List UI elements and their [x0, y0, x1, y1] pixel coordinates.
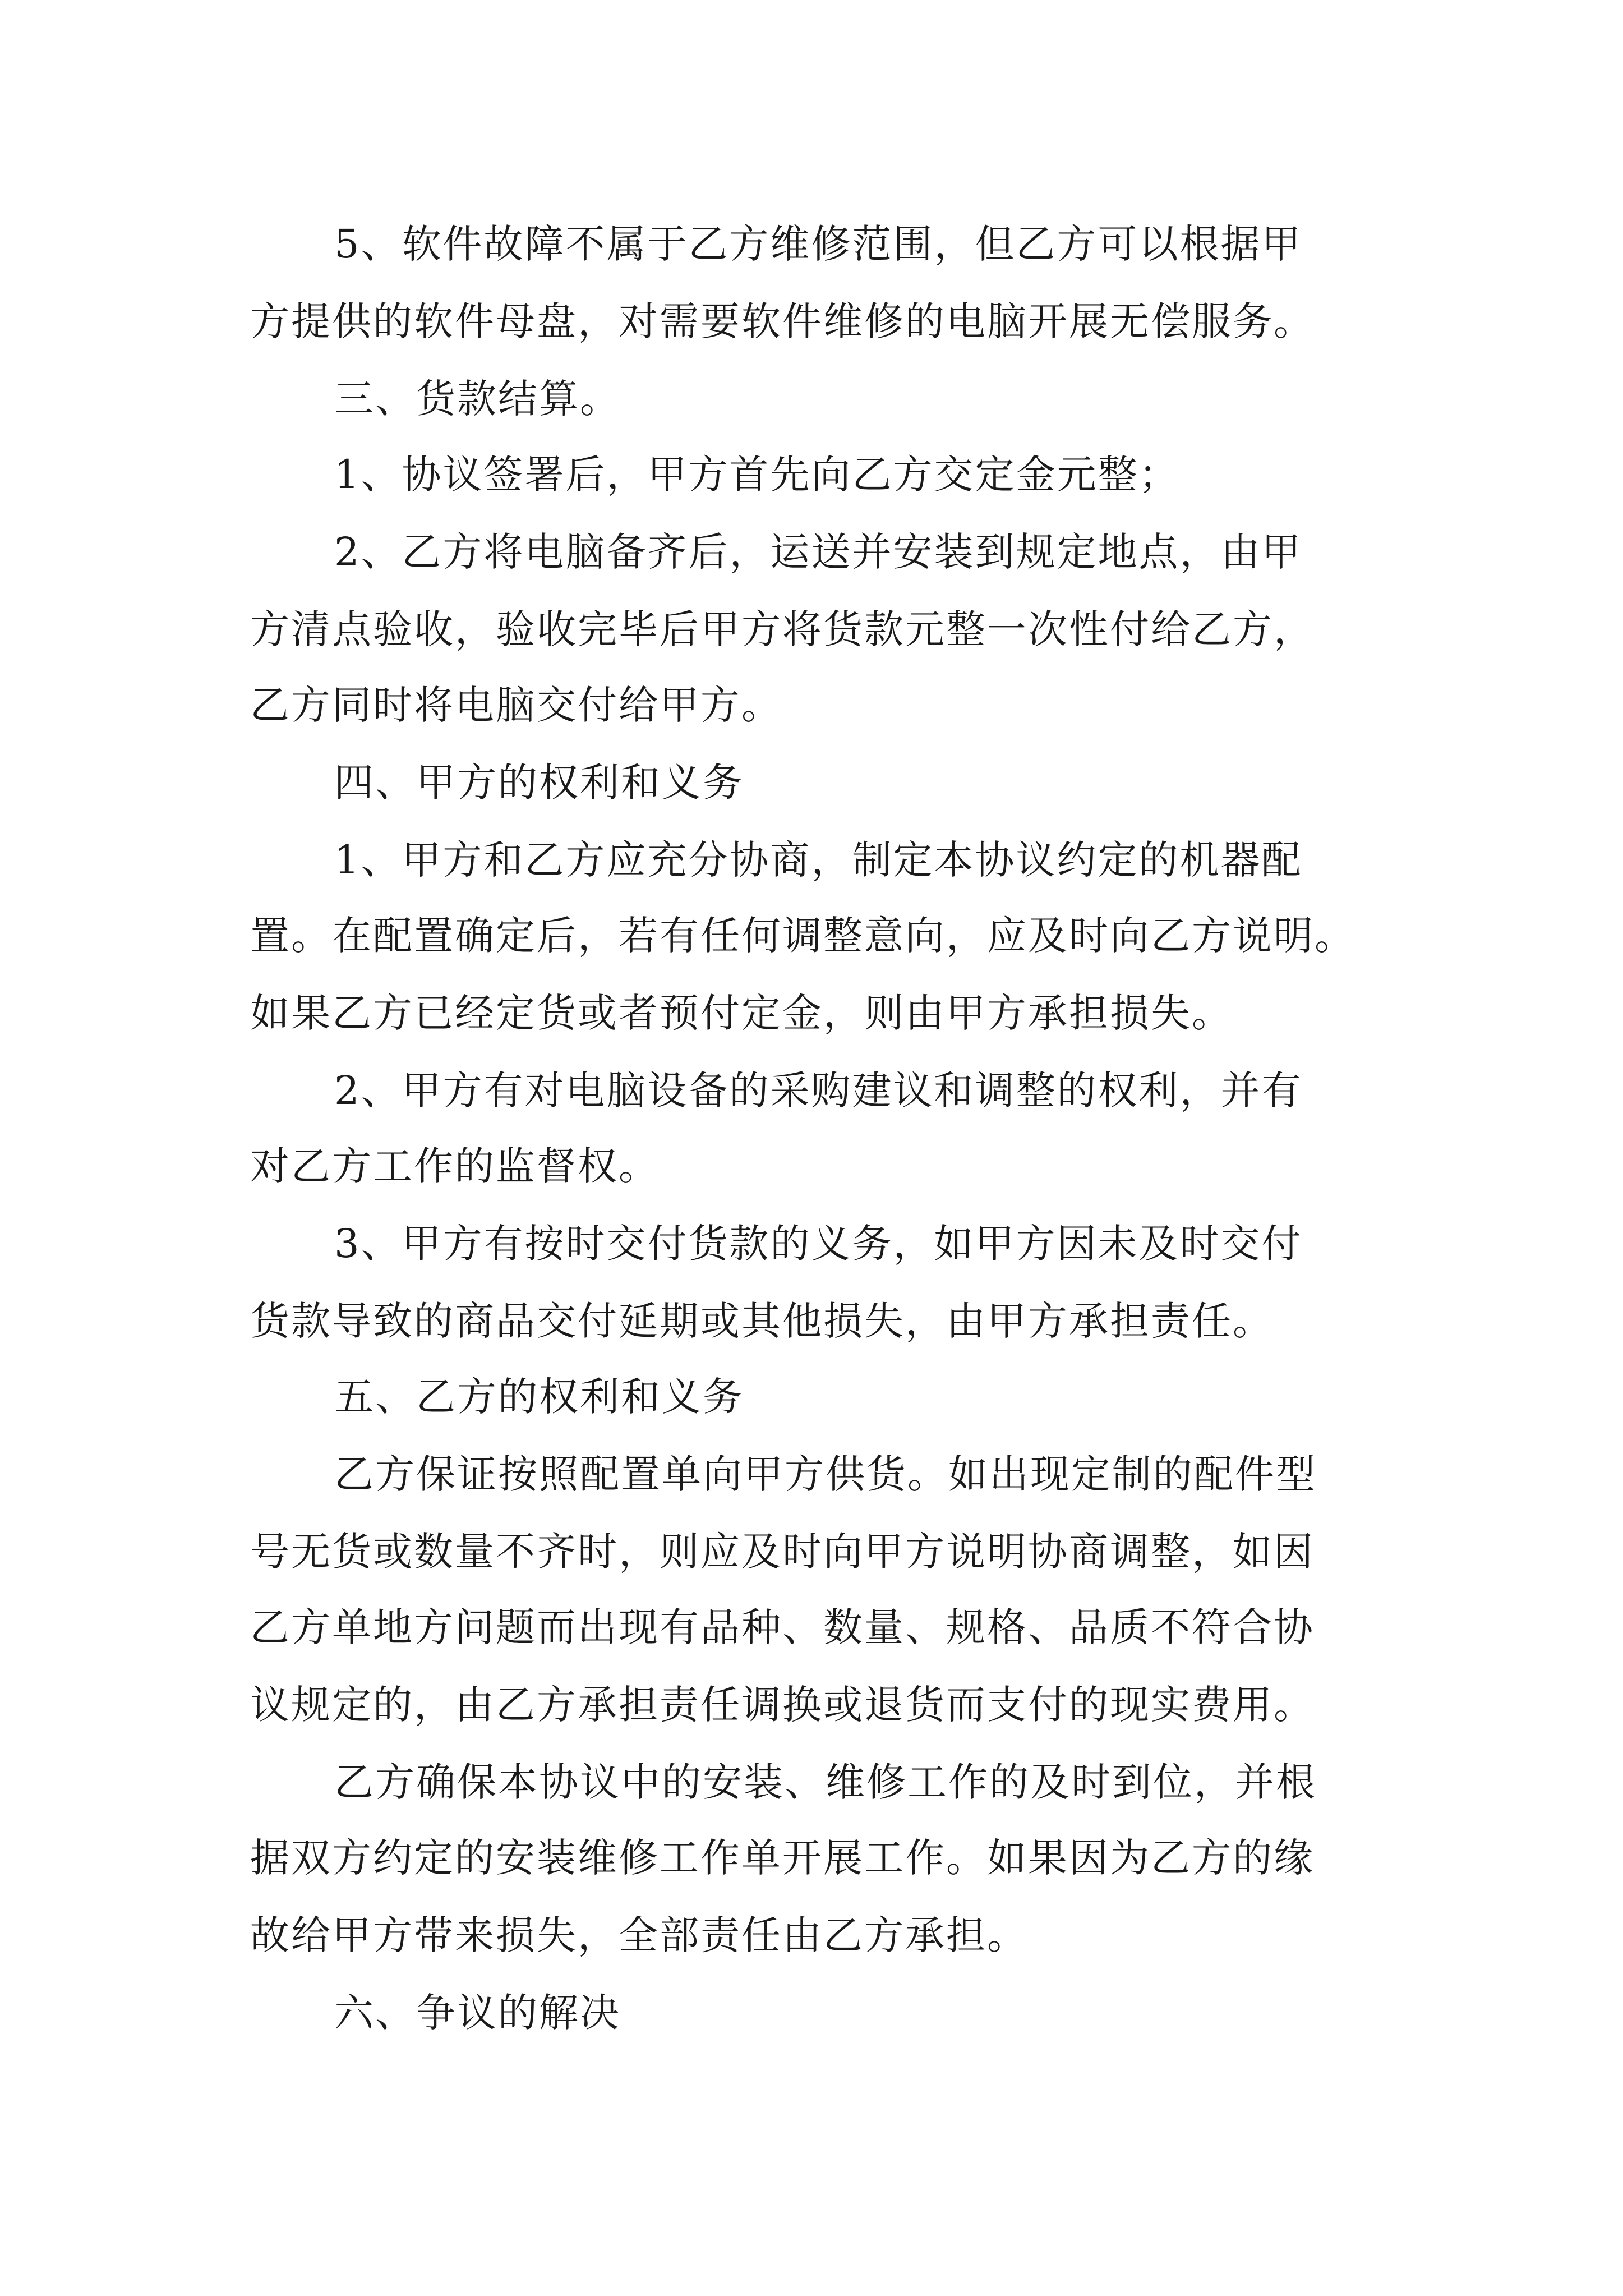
text-line: 乙方同时将电脑交付给甲方。 [250, 682, 782, 728]
text-line: 方清点验收，验收完毕后甲方将货款元整一次性付给乙方， [250, 606, 1315, 652]
text-line: 5、软件故障不属于乙方维修范围，但乙方可以根据甲 [334, 221, 1303, 267]
text-line: 据双方约定的安装维修工作单开展工作。如果因为乙方的缘 [250, 1835, 1315, 1881]
text-line: 乙方单地方问题而出现有品种、数量、规格、品质不符合协 [250, 1604, 1315, 1650]
text-line: 号无货或数量不齐时，则应及时向甲方说明协商调整，如因 [250, 1529, 1315, 1575]
text-line: 方提供的软件母盘，对需要软件维修的电脑开展无偿服务。 [250, 298, 1315, 344]
text-line: 货款导致的商品交付延期或其他损失，由甲方承担责任。 [250, 1298, 1274, 1344]
text-line: 故给甲方带来损失，全部责任由乙方承担。 [250, 1912, 1028, 1958]
section-heading: 三、货款结算。 [334, 376, 621, 422]
text-line: 3、甲方有按时交付货款的义务，如甲方因未及时交付 [334, 1221, 1303, 1267]
text-line: 置。在配置确定后，若有任何调整意向，应及时向乙方说明。 [250, 913, 1355, 959]
text-line: 议规定的，由乙方承担责任调换或退货而支付的现实费用。 [250, 1682, 1315, 1728]
text-line: 1、协议签署后，甲方首先向乙方交定金元整； [334, 452, 1180, 498]
text-line: 乙方确保本协议中的安装、维修工作的及时到位，并根 [334, 1759, 1317, 1805]
section-heading: 六、争议的解决 [334, 1990, 621, 2036]
text-line: 2、乙方将电脑备齐后，运送并安装到规定地点，由甲 [334, 529, 1303, 575]
text-line: 2、甲方有对电脑设备的采购建议和调整的权利，并有 [334, 1068, 1303, 1114]
section-heading: 四、甲方的权利和义务 [334, 760, 744, 806]
section-heading: 五、乙方的权利和义务 [334, 1374, 744, 1420]
text-line: 如果乙方已经定货或者预付定金，则由甲方承担损失。 [250, 990, 1233, 1036]
text-line: 1、甲方和乙方应充分协商，制定本协议约定的机器配 [334, 837, 1303, 883]
text-line: 对乙方工作的监督权。 [250, 1143, 660, 1189]
text-line: 乙方保证按照配置单向甲方供货。如出现定制的配件型 [334, 1451, 1317, 1497]
